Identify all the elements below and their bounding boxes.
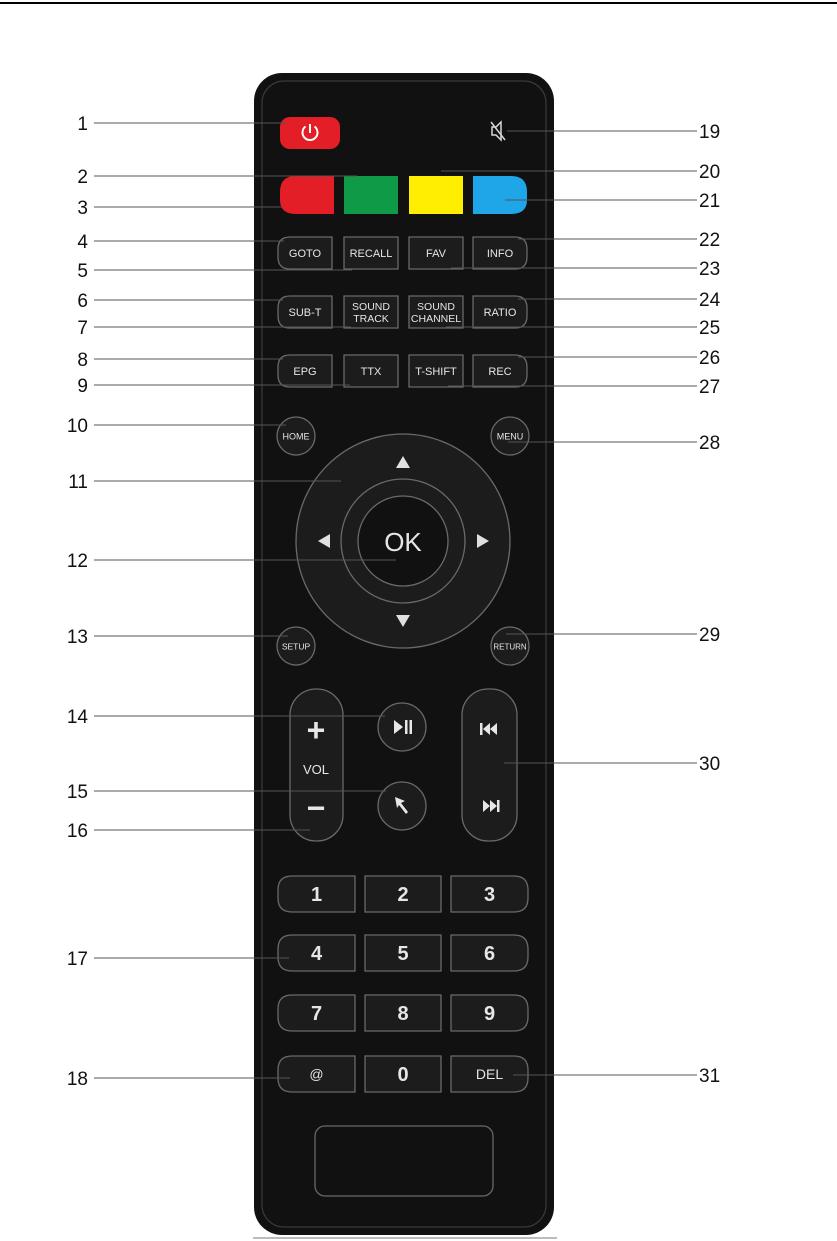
callout-7: 7: [77, 318, 88, 339]
digit-7-button[interactable]: [278, 995, 355, 1031]
callout-18: 18: [66, 1069, 88, 1090]
callout-29: 29: [699, 625, 721, 646]
digit-3-button-label: 3: [483, 884, 496, 906]
epg-button[interactable]: [278, 355, 332, 387]
menu-button-label: MENU: [496, 431, 524, 442]
epg-button-label: EPG: [293, 366, 317, 378]
ratio-button-label: RATIO: [483, 307, 517, 319]
callout-13: 13: [66, 627, 88, 648]
digit-2-button-label: 2: [397, 884, 409, 906]
home-button[interactable]: [277, 417, 315, 455]
callout-3: 3: [77, 198, 88, 219]
callout-26: 26: [699, 348, 721, 369]
callout-5: 5: [77, 261, 88, 282]
skip-rocker-shape[interactable]: [462, 689, 517, 841]
del-button[interactable]: [451, 1056, 528, 1092]
callout-27: 27: [699, 377, 721, 398]
red-key[interactable]: [280, 176, 334, 214]
home-button-label: HOME: [282, 431, 310, 442]
yellow-key[interactable]: [409, 176, 463, 214]
callout-24: 24: [699, 290, 721, 311]
callout-10: 10: [66, 416, 88, 437]
del-button-label: DEL: [475, 1066, 504, 1082]
ttx-button-label: TTX: [360, 366, 382, 378]
cursor-button[interactable]: [378, 782, 426, 830]
callout-9: 9: [77, 376, 88, 397]
pause-bar-1: [405, 720, 408, 734]
volume-up-label: +: [306, 712, 326, 748]
callout-20: 20: [699, 162, 721, 183]
callout-25: 25: [699, 318, 721, 339]
digit-5-button[interactable]: [365, 935, 441, 971]
callout-16: 16: [66, 821, 88, 842]
callout-4: 4: [77, 232, 88, 253]
digit-0-button-label: 0: [397, 1064, 409, 1086]
digit-1-button[interactable]: [278, 876, 355, 912]
sound-channel-button[interactable]: [409, 296, 463, 328]
callout-28: 28: [699, 433, 721, 454]
digit-2-button[interactable]: [365, 876, 441, 912]
digit-6-button-label: 6: [483, 943, 496, 965]
volume-rocker[interactable]: [290, 689, 343, 841]
sound-channel-button-label-2: CHANNEL: [410, 313, 462, 325]
callout-6: 6: [77, 291, 88, 312]
t-shift-button[interactable]: [409, 355, 463, 387]
callout-31: 31: [699, 1066, 721, 1087]
digit-4-button[interactable]: [278, 935, 355, 971]
digit-4-button-label: 4: [310, 943, 323, 965]
callout-1: 1: [77, 114, 88, 135]
fav-button-label: FAV: [426, 248, 446, 260]
callout-12: 12: [66, 551, 88, 572]
setup-button-label: SETUP: [281, 641, 311, 652]
digit-7-button-label: 7: [310, 1003, 323, 1025]
recall-button-label: RECALL: [349, 248, 393, 260]
volume-label: VOL: [302, 762, 330, 777]
green-key[interactable]: [344, 176, 398, 214]
callout-22: 22: [699, 230, 721, 251]
rec-button[interactable]: [473, 355, 527, 387]
rec-button-label: REC: [488, 366, 512, 378]
ok-label: OK: [384, 527, 422, 557]
fav-button[interactable]: [409, 237, 463, 269]
pause-bar-2: [410, 720, 413, 734]
callout-8: 8: [77, 350, 88, 371]
goto-button-label: GOTO: [288, 248, 322, 260]
power-button[interactable]: [280, 117, 340, 149]
menu-button[interactable]: [491, 417, 529, 455]
play-pause-button[interactable]: [378, 703, 426, 751]
goto-button[interactable]: [278, 237, 332, 269]
top-rule: [0, 2, 837, 4]
sub-t-button-label: SUB-T: [288, 307, 322, 319]
callout-11: 11: [68, 472, 88, 493]
ttx-button[interactable]: [344, 355, 398, 387]
info-button-label: INFO: [486, 248, 514, 260]
volume-down-label: −: [306, 790, 326, 826]
digit-0-button[interactable]: [365, 1056, 441, 1092]
callout-19: 19: [699, 122, 721, 143]
sound-track-button[interactable]: [344, 296, 398, 328]
at-button-label: @: [309, 1066, 324, 1082]
return-button-label: RETURN: [493, 642, 527, 652]
digit-9-button-label: 9: [483, 1003, 496, 1025]
sound-track-button-label-1: SOUND: [352, 301, 390, 313]
callout-17: 17: [66, 949, 88, 970]
sub-t-button[interactable]: [278, 296, 332, 328]
digit-9-button[interactable]: [451, 995, 528, 1031]
callout-21: 21: [699, 191, 721, 212]
ir-window: [315, 1126, 493, 1196]
callout-23: 23: [699, 259, 721, 280]
return-button[interactable]: [491, 627, 529, 665]
callout-30: 30: [699, 754, 721, 775]
navigation-pad[interactable]: [296, 434, 510, 648]
digit-8-button-label: 8: [397, 1003, 409, 1025]
sound-channel-button-label-1: SOUND: [417, 301, 455, 313]
callout-14: 14: [66, 707, 88, 728]
setup-button[interactable]: [277, 627, 315, 665]
callout-15: 15: [66, 782, 88, 803]
at-button[interactable]: [278, 1056, 355, 1092]
blue-key[interactable]: [473, 176, 527, 214]
digit-8-button[interactable]: [365, 995, 441, 1031]
digit-5-button-label: 5: [397, 943, 409, 965]
skip-rocker[interactable]: [462, 689, 517, 841]
recall-button[interactable]: [344, 237, 398, 269]
callout-2: 2: [77, 167, 88, 188]
digit-3-button[interactable]: [451, 876, 528, 912]
digit-1-button-label: 1: [310, 884, 323, 906]
digit-6-button[interactable]: [451, 935, 528, 971]
sound-track-button-label-2: TRACK: [353, 313, 389, 325]
info-button[interactable]: [473, 237, 527, 269]
ratio-button[interactable]: [473, 296, 527, 328]
t-shift-button-label: T-SHIFT: [415, 366, 457, 378]
